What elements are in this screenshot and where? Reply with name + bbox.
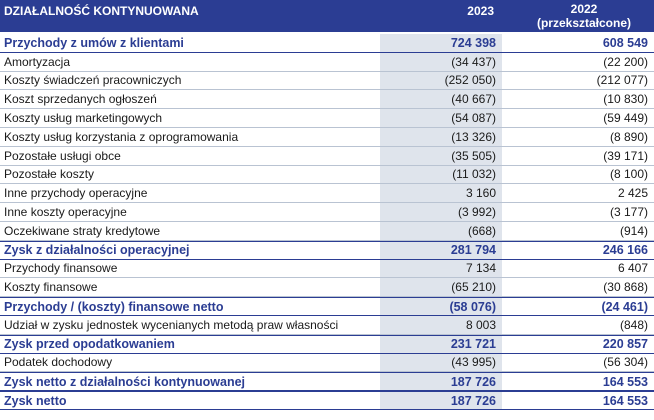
- table-row: [0, 90, 654, 109]
- table-row: [0, 260, 654, 279]
- row-label: Zysk przed opodatkowaniem: [4, 337, 175, 352]
- table-row: [0, 372, 654, 391]
- table-row: [0, 34, 654, 53]
- row-value-2023: 3 160: [378, 184, 502, 202]
- table-row: [0, 316, 654, 335]
- row-value-2022: 2 425: [617, 186, 648, 201]
- table-body: [0, 34, 654, 410]
- row-value-2022: (56 304): [603, 355, 648, 370]
- row-label: Amortyzacja: [4, 54, 71, 69]
- row-value-2022: 608 549: [602, 35, 648, 50]
- row-label: Pozostałe usługi obce: [4, 148, 121, 163]
- row-value-2022: (24 461): [601, 299, 648, 314]
- row-value-2023: (35 505): [378, 147, 502, 165]
- table-row: [0, 147, 654, 166]
- row-value-2023: (13 326): [378, 128, 502, 146]
- row-value-2022: (30 868): [603, 280, 648, 295]
- table-row: [0, 222, 654, 241]
- row-value-2022: 164 553: [602, 393, 648, 408]
- row-value-2023: (58 076): [378, 298, 502, 315]
- row-value-2023: (54 087): [378, 109, 502, 127]
- row-value-2022: 6 407: [617, 261, 648, 276]
- table-row: [0, 391, 654, 410]
- row-value-2023: (40 667): [378, 90, 502, 108]
- row-label: Przychody finansowe: [4, 261, 118, 276]
- row-value-2022: (848): [619, 317, 648, 332]
- row-value-2023: (252 050): [378, 72, 502, 90]
- row-value-2023: (3 992): [378, 203, 502, 221]
- row-value-2023: 724 398: [378, 34, 502, 52]
- row-value-2022: (914): [619, 223, 648, 238]
- table-row: [0, 128, 654, 147]
- row-value-2022: (10 830): [603, 92, 648, 107]
- table-row: [0, 297, 654, 316]
- table-header: [0, 0, 654, 34]
- header-2022-year: 2022: [570, 2, 598, 16]
- table-row: [0, 335, 654, 354]
- row-label: Przychody z umów z klientami: [4, 35, 184, 50]
- table-row: [0, 203, 654, 222]
- row-label: Koszt sprzedanych ogłoszeń: [4, 92, 157, 107]
- row-value-2023: 8 003: [378, 316, 502, 334]
- row-label: Inne przychody operacyjne: [4, 186, 148, 201]
- row-value-2022: (212 077): [596, 73, 648, 88]
- table-row: [0, 72, 654, 91]
- row-value-2022: (8 100): [609, 167, 648, 182]
- row-label: Zysk netto z działalności kontynuowanej: [4, 374, 246, 389]
- row-label: Koszty świadczeń pracowniczych: [4, 73, 182, 88]
- row-value-2022: 164 553: [602, 374, 648, 389]
- row-value-2023: 281 794: [378, 242, 502, 259]
- row-value-2022: (8 890): [609, 129, 648, 144]
- header-2022-note: (przekształcone): [536, 16, 632, 30]
- table-row: [0, 53, 654, 72]
- row-label: Przychody / (koszty) finansowe netto: [4, 299, 224, 314]
- row-label: Zysk z działalności operacyjnej: [4, 243, 190, 258]
- table-row: [0, 278, 654, 297]
- row-value-2022: (22 200): [603, 54, 648, 69]
- row-label: Podatek dochodowy: [4, 355, 113, 370]
- row-value-2023: (43 995): [378, 354, 502, 372]
- row-value-2022: (59 449): [603, 111, 648, 126]
- table-row: [0, 184, 654, 203]
- row-value-2023: (65 210): [378, 278, 502, 296]
- row-label: Inne koszty operacyjne: [4, 205, 127, 220]
- header-2022: [502, 0, 654, 32]
- row-label: Koszty usług marketingowych: [4, 111, 163, 126]
- row-value-2022: 220 857: [602, 337, 648, 352]
- table-row: [0, 354, 654, 373]
- row-value-2022: (3 177): [609, 205, 648, 220]
- table-row: [0, 109, 654, 128]
- row-value-2023: (11 032): [378, 166, 502, 184]
- row-value-2023: 187 726: [378, 392, 502, 409]
- row-label: Pozostałe koszty: [4, 167, 95, 182]
- row-label: Koszty usług korzystania z oprogramowania: [4, 129, 239, 144]
- table-row: [0, 241, 654, 260]
- row-label: Koszty finansowe: [4, 280, 98, 295]
- row-value-2023: 7 134: [378, 260, 502, 278]
- header-2023: 2023: [467, 4, 494, 18]
- row-label: Zysk netto: [4, 393, 67, 408]
- row-value-2023: 187 726: [378, 373, 502, 390]
- row-value-2022: (39 171): [603, 148, 648, 163]
- header-label: DZIAŁALNOŚĆ KONTYNUOWANA: [4, 4, 199, 18]
- row-value-2023: (34 437): [378, 53, 502, 71]
- row-label: Oczekiwane straty kredytowe: [4, 223, 161, 238]
- row-value-2022: 246 166: [602, 243, 648, 258]
- table-row: [0, 166, 654, 185]
- row-label: Udział w zysku jednostek wycenianych metodą praw własności: [4, 317, 339, 332]
- row-value-2023: 231 721: [378, 336, 502, 353]
- row-value-2023: (668): [378, 222, 502, 240]
